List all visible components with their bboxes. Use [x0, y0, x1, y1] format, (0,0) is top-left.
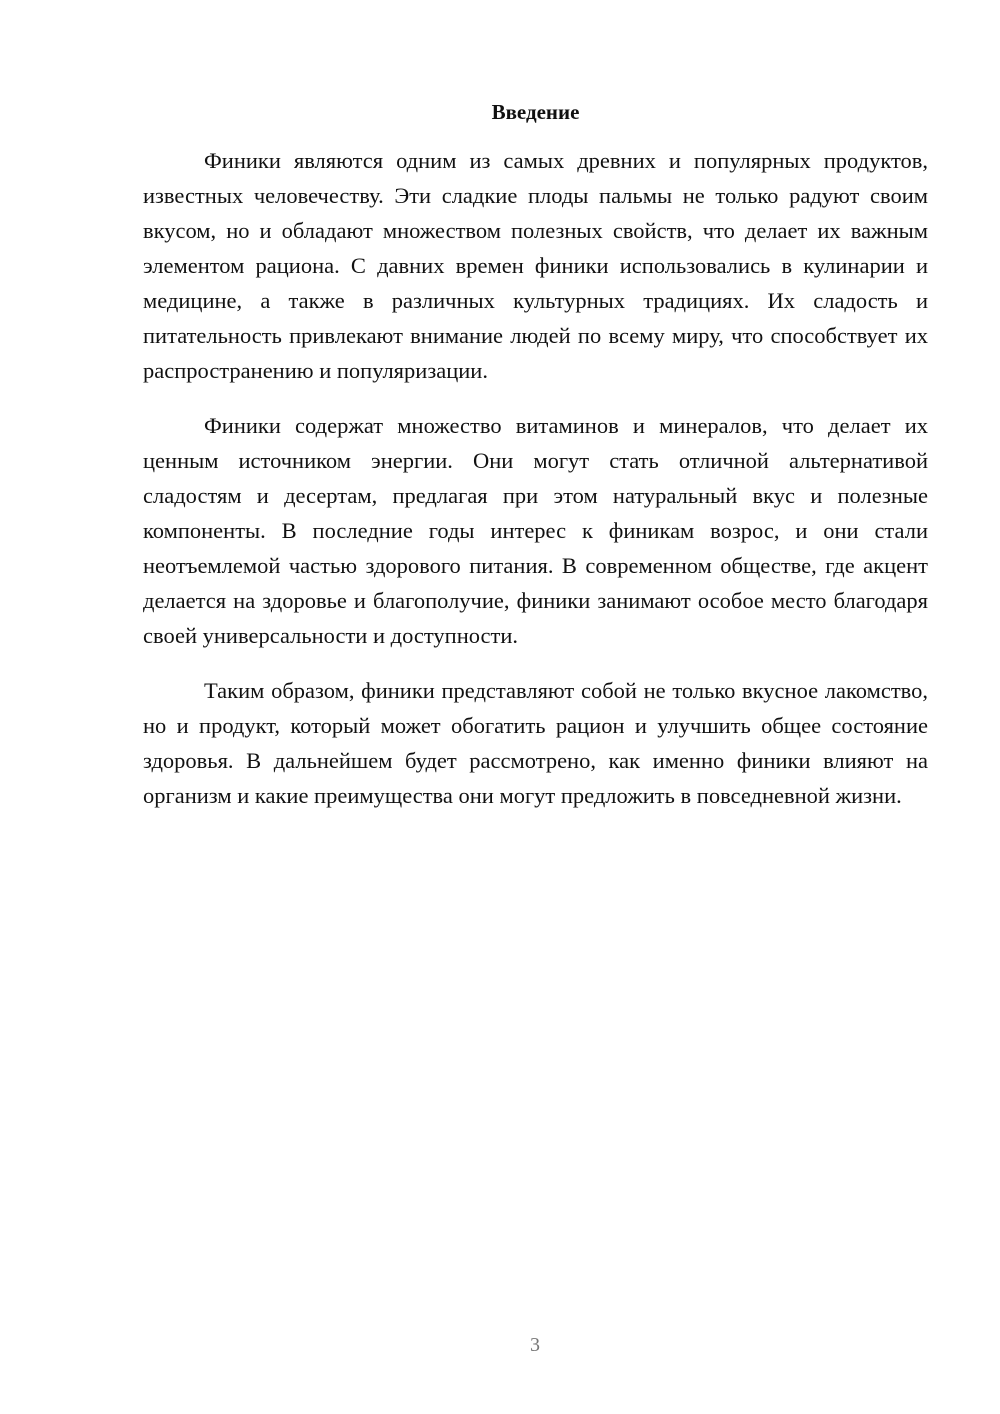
- paragraph-1: Финики являются одним из самых древних и популярных продуктов, известных человечеству. Эти сладкие плоды пальмы не только радуют своим вкусом, но и обладают множеством полезных свойств, что делает их важным элементом рациона. С давних времен финики использовались в кулинарии и медицине, а также в различных культурных традициях. Их сладость и питательность привлекают внимание людей по всему миру, что способствует их распространению и популяризации.: [143, 148, 928, 383]
- paragraph-2: Финики содержат множество витаминов и минералов, что делает их ценным источником энергии. Они могут стать отличной альтернативой сладостям и десертам, предлагая при этом натуральный вкус и полезные компоненты. В последние годы интерес к финикам возрос, и они стали неотъемлемой частью здорового питания. В современном обществе, где акцент делается на здоровье и благополучие, финики занимают особое место благодаря своей универсальности и доступности.: [143, 413, 928, 648]
- paragraph-3: Таким образом, финики представляют собой не только вкусное лакомство, но и продукт, который может обогатить рацион и улучшить общее состояние здоровья. В дальнейшем будет рассмотрено, как именно финики влияют на организм и какие преимущества они могут предложить в повседневной жизни.: [143, 678, 928, 808]
- section-title: Введение: [491, 100, 580, 124]
- page-number: 3: [530, 1334, 540, 1356]
- body-text: [143, 143, 928, 833]
